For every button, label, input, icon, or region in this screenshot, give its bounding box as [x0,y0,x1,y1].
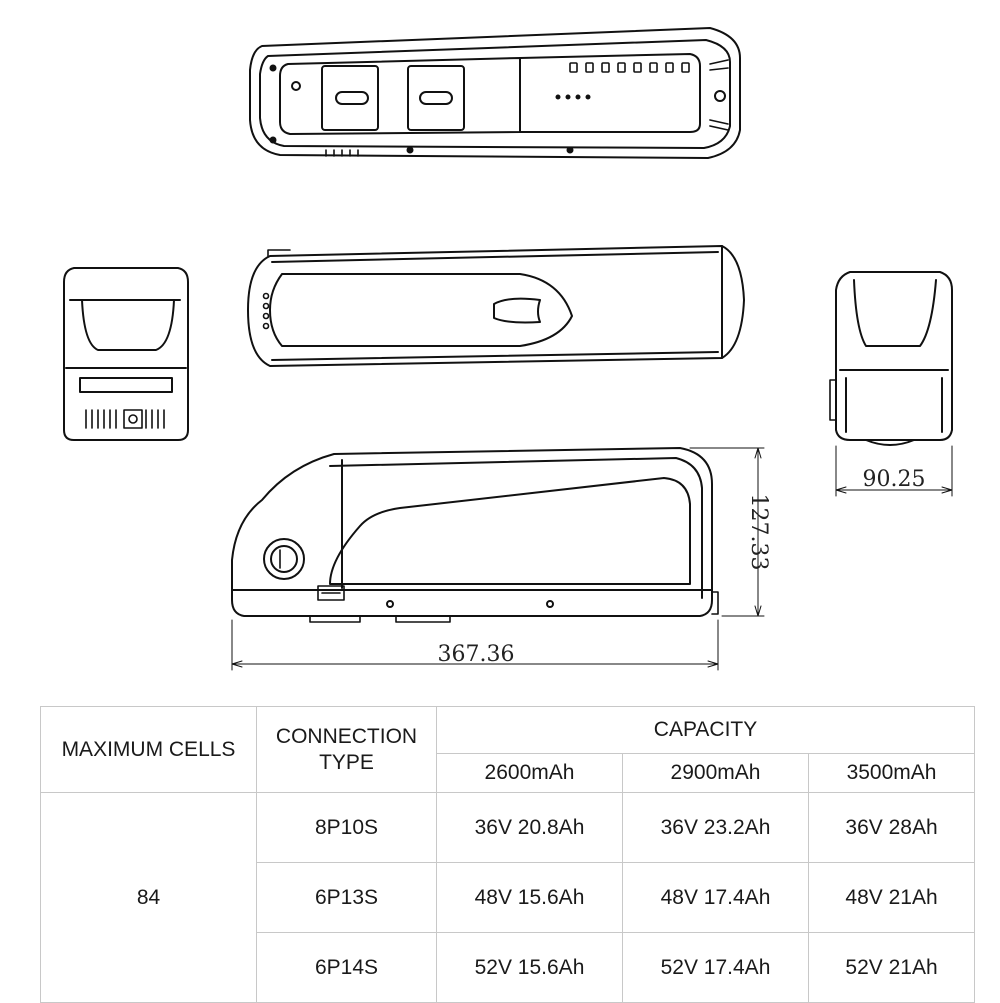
spec-cell: 52V 15.6Ah [437,933,623,1003]
spec-cell: 48V 15.6Ah [437,863,623,933]
battery-side-profile-view [232,448,718,622]
table-header-row [41,707,975,754]
capacity-2600: 2600mAh [437,754,623,793]
battery-right-end-view [830,272,952,445]
capacity-3500: 3500mAh [809,754,975,793]
spec-cell: 36V 20.8Ah [437,793,623,863]
width-dimension-label: 90.25 [862,467,926,492]
connection-type-cell: 6P14S [257,933,437,1003]
spec-cell: 36V 28Ah [809,793,975,863]
spec-cell: 48V 21Ah [809,863,975,933]
spec-cell: 52V 17.4Ah [623,933,809,1003]
spec-cell: 52V 21Ah [809,933,975,1003]
capacity-2900: 2900mAh [623,754,809,793]
connection-type-header-line2: TYPE [319,750,374,774]
connection-type-cell: 8P10S [257,793,437,863]
height-dimension-label: 127.33 [746,493,771,571]
capacity-header: CAPACITY [437,707,975,754]
spec-cell: 48V 17.4Ah [623,863,809,933]
battery-spec-table [40,706,975,1003]
connection-type-cell: 6P13S [257,863,437,933]
spec-cell: 36V 23.2Ah [623,793,809,863]
max-cells-header: MAXIMUM CELLS [41,707,257,793]
connection-type-header [257,707,437,793]
table-row [41,793,975,863]
connection-type-header-line1: CONNECTION [275,725,418,749]
length-dimension-label: 367.36 [437,642,515,667]
battery-left-end-view [64,268,188,440]
max-cells-value: 84 [41,793,257,1003]
battery-top-view [250,28,740,158]
battery-side-top-view [248,246,744,366]
